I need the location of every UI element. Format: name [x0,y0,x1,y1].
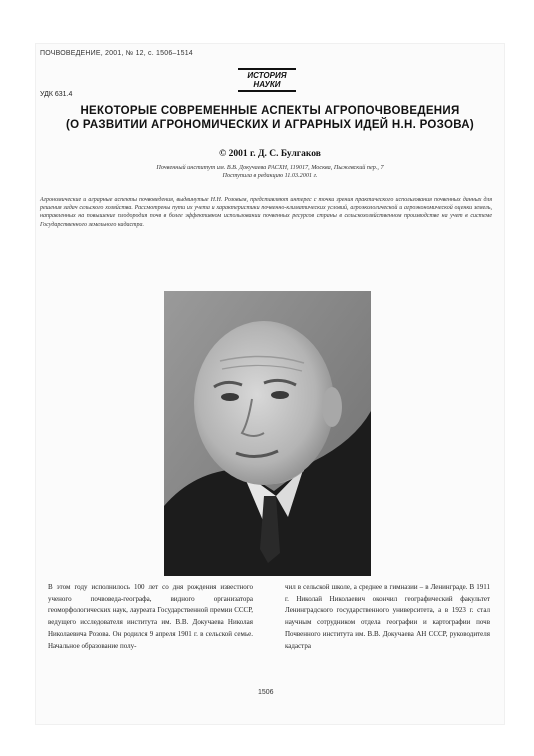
running-head: ПОЧВОВЕДЕНИЕ, 2001, № 12, с. 1506–1514 [40,50,193,57]
section-heading-line2: НАУКИ [253,80,281,89]
article-title-line2: (О РАЗВИТИИ АГРОНОМИЧЕСКИХ И АГРАРНЫХ ИДЕЙ Н.Н. РОЗОВА) [65,119,474,131]
article-title-line1: НЕКОТОРЫЕ СОВРЕМЕННЫЕ АСПЕКТЫ АГРОПОЧВОВЕДЕНИЯ [80,105,460,117]
udk-code: УДК 631.4 [40,91,73,98]
section-heading [238,68,296,92]
portrait-image [164,291,371,576]
page-number: 1506 [258,689,274,696]
authors: © 2001 г. Д. С. Булгаков [219,149,321,159]
body-text-left-column: В этом году исполнилось 100 лет со дня рождения известного ученого почвоведа-географа, видного организатора геоморфологических наук, лауреата Государственной премии СССР, ведущего исследователя института им. В.В. Докучаева Николая Николаевича Розова. Он родился 9 апреля 1901 г. в сельской семье. Начальное образование полу- [48,583,253,650]
article-title [60,104,480,132]
received-date: Поступила в редакцию 11.03.2001 г. [222,172,318,179]
affiliation [60,164,480,180]
portrait-photo [164,291,371,576]
body-text-right-column: чил в сельской школе, а среднее в гимназии – в Ленинграде. В 1911 г. Николай Николаевич окончил географический факультет Ленинградского государственного университета, а в 1923 г. стал научным сотрудником отдела географии и картографии почв Почвенного института им. В.В. Докучаева АН СССР, руководителя кадастра [285,583,490,650]
affiliation-line1: Почвенный институт им. В.В. Докучаева РАСХН, 119017, Москва, Пыжевский пер., 7 [156,164,384,171]
section-heading-line1: ИСТОРИЯ [247,71,287,80]
abstract: Агрономические и аграрные аспекты почвоведения, выдвинутые Н.Н. Розовым, представляют интерес с точки зрения практического использования почвенных данных для решения задач сельского хозяйства. Рассмотрены пути их учета и характеристики почвенно-климатических условий, агроэкологической и агроэкономической оценки земель, направленных на повышение плодородия почв в более эффективном использовании почвенных ресурсов страны в сельскохозяйственном производстве на учет в системе Государственного земельного кадастра. [40,197,492,228]
